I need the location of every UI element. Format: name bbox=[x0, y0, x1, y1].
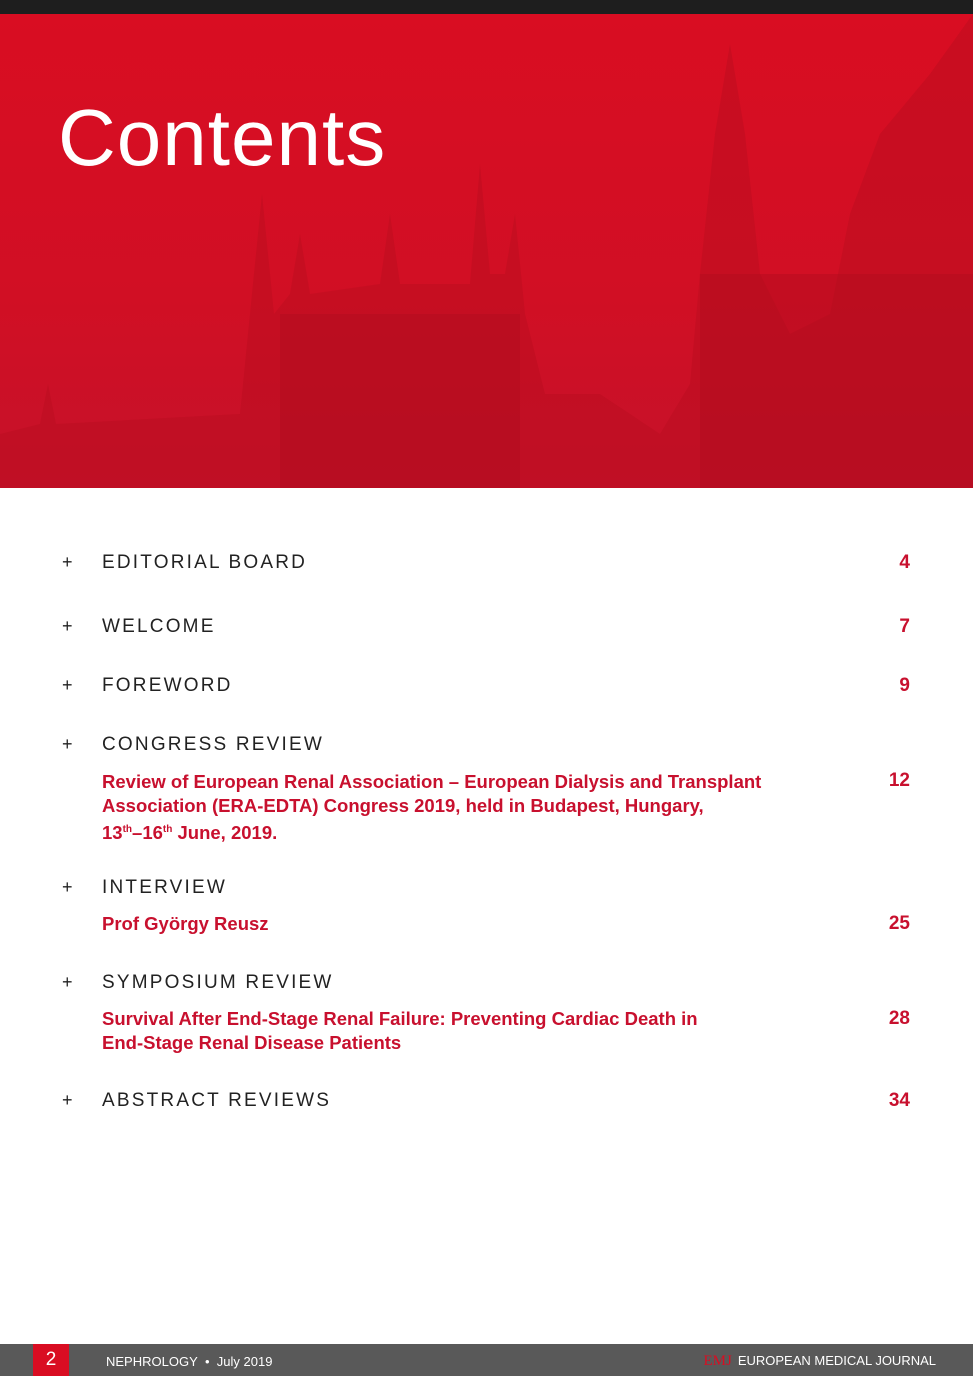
plus-icon: + bbox=[62, 734, 73, 754]
toc-heading[interactable]: WELCOME bbox=[102, 616, 216, 637]
page-footer bbox=[0, 1344, 973, 1376]
subentry-line: Survival After End-Stage Renal Failure: Preventing Cardiac Death in bbox=[102, 1008, 698, 1029]
footer-journal bbox=[703, 1353, 936, 1370]
page-title: Contents bbox=[58, 93, 387, 182]
emj-logo: EMJ bbox=[703, 1353, 732, 1369]
footer-page-number: 2 bbox=[33, 1344, 69, 1376]
toc-heading[interactable]: FOREWORD bbox=[102, 675, 233, 696]
toc-page-number[interactable]: 7 bbox=[899, 616, 910, 637]
subentry-line: Association (ERA-EDTA) Congress 2019, held in Budapest, Hungary, bbox=[102, 795, 704, 816]
footer-date: July 2019 bbox=[216, 1354, 273, 1369]
plus-icon: + bbox=[62, 552, 73, 572]
subentry-line: Review of European Renal Association – European Dialysis and Transplant bbox=[102, 771, 762, 792]
plus-icon: + bbox=[62, 1090, 73, 1110]
toc-heading[interactable]: CONGRESS REVIEW bbox=[102, 734, 324, 755]
toc-heading[interactable]: ABSTRACT REVIEWS bbox=[102, 1090, 332, 1111]
plus-icon: + bbox=[62, 877, 73, 897]
journal-name: EUROPEAN MEDICAL JOURNAL bbox=[737, 1353, 936, 1368]
toc-subentry-link[interactable]: Prof György Reusz bbox=[102, 913, 269, 934]
toc-page-number[interactable]: 4 bbox=[899, 552, 910, 573]
toc-heading[interactable]: EDITORIAL BOARD bbox=[102, 552, 308, 573]
toc-heading[interactable]: INTERVIEW bbox=[102, 877, 228, 898]
toc-page-number[interactable]: 25 bbox=[888, 913, 910, 934]
footer-section: NEPHROLOGY bbox=[106, 1354, 198, 1369]
plus-icon: + bbox=[62, 972, 73, 992]
superscript: th bbox=[122, 824, 133, 835]
parliament-silhouette-image bbox=[0, 14, 973, 488]
superscript: th bbox=[162, 824, 173, 835]
footer-issue bbox=[106, 1354, 272, 1369]
date-text: 16 bbox=[142, 822, 163, 844]
dash: – bbox=[132, 822, 143, 844]
plus-icon: + bbox=[62, 616, 73, 636]
toc-page-number[interactable]: 12 bbox=[888, 770, 910, 791]
toc-heading[interactable]: SYMPOSIUM REVIEW bbox=[102, 972, 334, 993]
plus-icon: + bbox=[62, 675, 73, 695]
toc-page-number[interactable]: 34 bbox=[888, 1090, 910, 1111]
date-text: June, 2019. bbox=[172, 822, 278, 844]
toc-subentry-link[interactable] bbox=[102, 770, 842, 845]
subentry-line: End-Stage Renal Disease Patients bbox=[102, 1032, 402, 1053]
toc-page-number[interactable]: 28 bbox=[888, 1008, 910, 1029]
subentry-line bbox=[102, 818, 842, 845]
header-banner bbox=[0, 14, 973, 488]
top-bar bbox=[0, 0, 973, 14]
date-text: 13 bbox=[102, 822, 123, 844]
toc-page-number[interactable]: 9 bbox=[899, 675, 910, 696]
toc-subentry-link[interactable] bbox=[102, 1007, 842, 1055]
bullet: • bbox=[204, 1354, 210, 1369]
